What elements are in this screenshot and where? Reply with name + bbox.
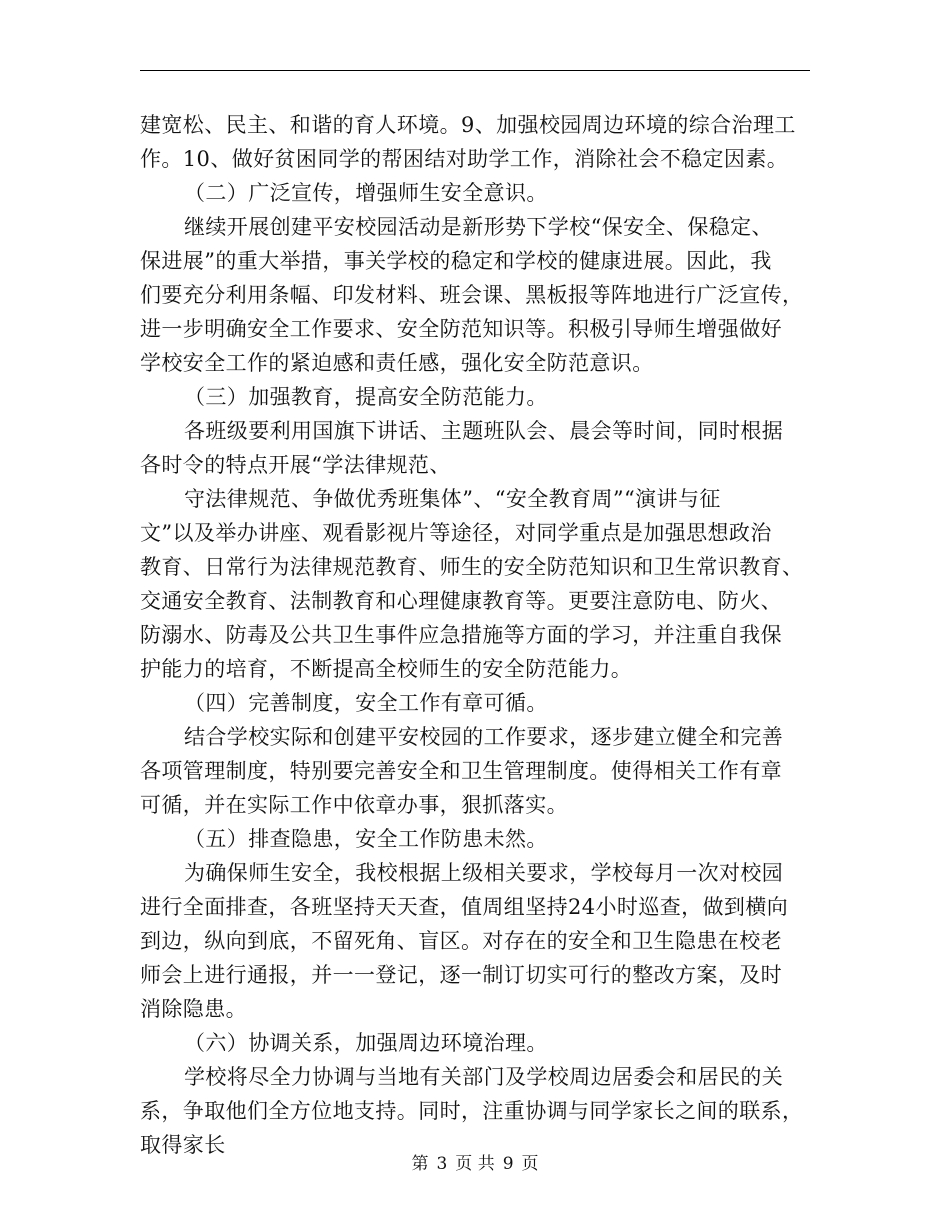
text-line: （三）加强教育，提高安全防范能力。 (184, 385, 548, 409)
text-line: 教育、日常行为法律规范教育、师生的安全防范知识和卫生常识教育、 (140, 555, 804, 579)
text-line: 师会上进行通报，并一一登记，逐一制订切实可行的整改方案，及时 (140, 963, 782, 987)
footer-total-pages: 9 (502, 1154, 514, 1174)
text-line: 学校将尽全力协调与当地有关部门及学校周边居委会和居民的关 (184, 1065, 784, 1089)
header-rule (140, 70, 810, 71)
text-line: 为确保师生安全，我校根据上级相关要求，学校每月一次对校园 (184, 861, 784, 885)
text-line: 守法律规范、争做优秀班集体”、“安全教育周”“演讲与征 (184, 487, 721, 511)
text-line: 学校安全工作的紧迫感和责任感，强化安全防范意识。 (140, 351, 654, 375)
text-line: （六）协调关系，加强周边环境治理。 (184, 1031, 548, 1055)
footer-suffix: 页 (521, 1154, 539, 1174)
text-line: 进行全面排查，各班坚持天天查，值周组坚持24小时巡查，做到横向 (140, 895, 789, 919)
text-line: 保进展”的重大举措，事关学校的稳定和学校的健康进展。因此，我 (140, 249, 772, 273)
text-line: （五）排查隐患，安全工作防患未然。 (184, 827, 548, 851)
footer-current-page: 3 (436, 1154, 448, 1174)
text-line: 交通安全教育、法制教育和心理健康教育等。更要注意防电、防火、 (140, 589, 782, 613)
page-footer (0, 1152, 950, 1176)
text-line: 取得家长 (140, 1133, 226, 1157)
text-line: 进一步明确安全工作要求、安全防范知识等。积极引导师生增强做好 (140, 317, 782, 341)
footer-prefix: 第 (411, 1154, 429, 1174)
text-line: 建宽松、民主、和谐的育人环境。9、加强校园周边环境的综合治理工 (140, 113, 796, 137)
footer-mid: 页 共 (455, 1154, 495, 1174)
text-line: 各班级要利用国旗下讲话、主题班队会、晨会等时间，同时根据 (184, 419, 784, 443)
text-line: 作。10、做好贫困同学的帮困结对助学工作，消除社会不稳定因素。 (140, 147, 789, 171)
text-line: 文”以及举办讲座、观看影视片等途径，对同学重点是加强思想政治 (140, 521, 772, 545)
document-body (140, 108, 812, 1162)
text-line: 消除隐患。 (140, 997, 247, 1021)
text-line: 继续开展创建平安校园活动是新形势下学校“保安全、保稳定、 (184, 215, 773, 239)
text-line: 护能力的培育，不断提高全校师生的安全防范能力。 (140, 657, 633, 681)
text-line: （二）广泛宣传，增强师生安全意识。 (184, 181, 548, 205)
text-line: （四）完善制度，安全工作有章可循。 (184, 691, 548, 715)
text-line: 到边，纵向到底，不留死角、盲区。对存在的安全和卫生隐患在校老 (140, 929, 782, 953)
text-line: 结合学校实际和创建平安校园的工作要求，逐步建立健全和完善 (184, 725, 784, 749)
text-line: 们要充分利用条幅、印发材料、班会课、黑板报等阵地进行广泛宣传， (140, 283, 804, 307)
text-line: 各时令的特点开展“学法律规范、 (140, 453, 451, 477)
text-line: 各项管理制度，特别要完善安全和卫生管理制度。使得相关工作有章 (140, 759, 782, 783)
text-line: 可循，并在实际工作中依章办事，狠抓落实。 (140, 793, 568, 817)
text-line: 系，争取他们全方位地支持。同时，注重协调与同学家长之间的联系， (140, 1099, 804, 1123)
text-line: 防溺水、防毒及公共卫生事件应急措施等方面的学习，并注重自我保 (140, 623, 782, 647)
